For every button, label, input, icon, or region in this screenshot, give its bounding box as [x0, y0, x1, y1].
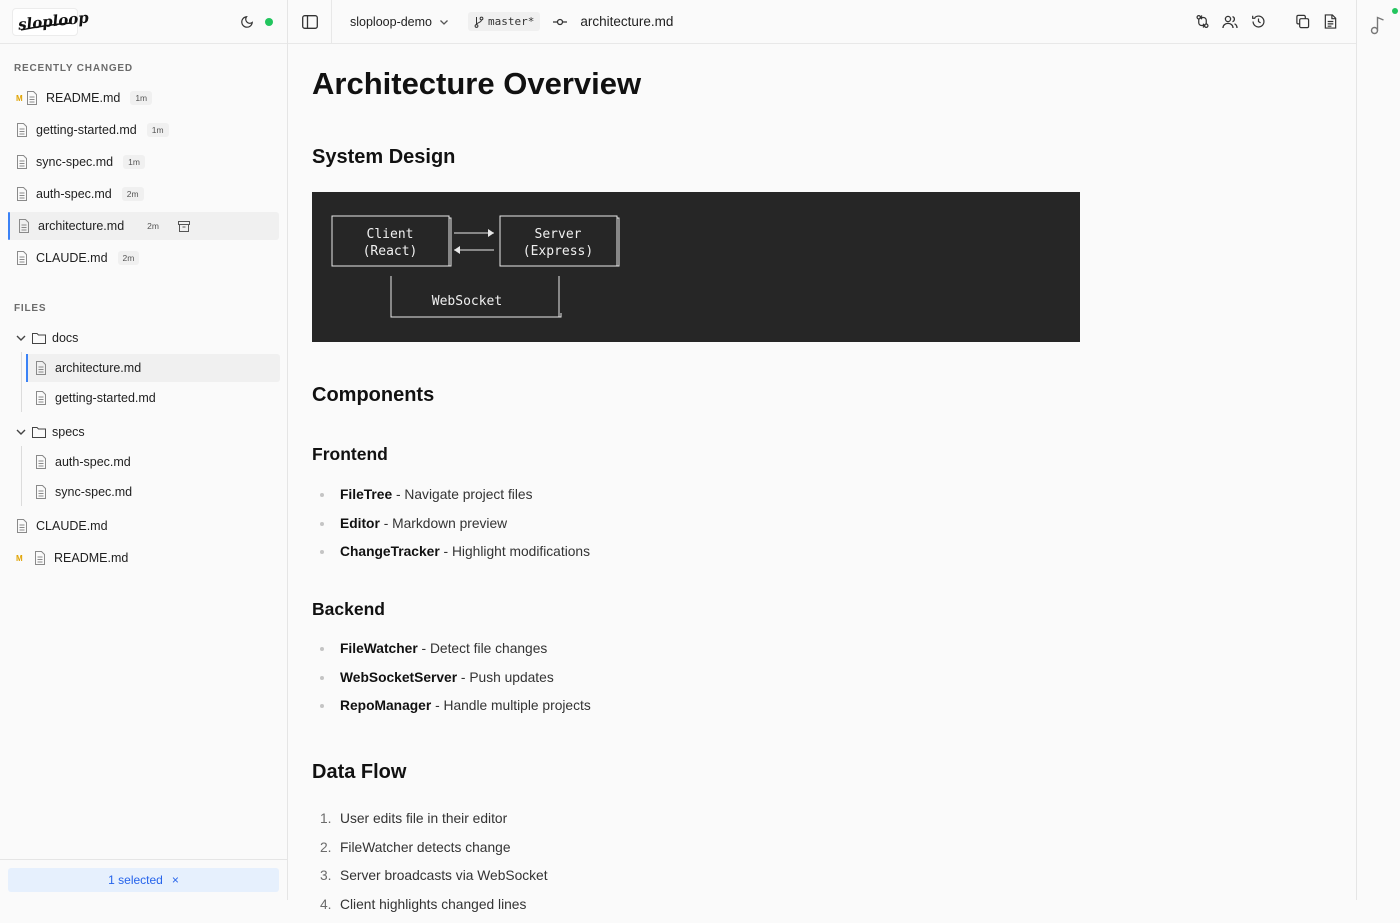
recent-item-label: CLAUDE.md [36, 251, 108, 265]
file-icon [16, 519, 28, 533]
tree-file[interactable] [35, 384, 156, 412]
heading-backend: Backend [312, 599, 385, 620]
app-logo[interactable] [12, 8, 78, 36]
recent-item-label: sync-spec.md [36, 155, 113, 169]
ascii-diagram [312, 192, 1080, 342]
age-badge: 2m [118, 251, 140, 265]
recent-item[interactable] [8, 180, 279, 208]
tree-file-label: architecture.md [55, 361, 141, 375]
list-item: 3. Server broadcasts via WebSocket [312, 866, 548, 895]
file-icon [35, 485, 47, 499]
repo-name: sloploop-demo [350, 15, 432, 29]
users-icon[interactable] [1218, 10, 1242, 34]
clear-selection-button[interactable]: × [172, 873, 179, 887]
document-title: Architecture Overview [312, 66, 641, 102]
file-icon [26, 91, 38, 105]
moon-icon[interactable] [235, 10, 259, 34]
selection-bar [8, 868, 279, 892]
modified-flag: M [16, 554, 34, 563]
file-icon [35, 391, 47, 405]
file-icon [35, 361, 47, 375]
folder-label: specs [52, 425, 85, 439]
age-badge: 1m [130, 91, 152, 105]
recent-item-label: auth-spec.md [36, 187, 112, 201]
history-icon[interactable] [1246, 10, 1270, 34]
list-item: 4. Client highlights changed lines [312, 895, 548, 923]
right-rail [1356, 0, 1400, 900]
architecture-diagram [312, 192, 1080, 342]
age-badge: 1m [147, 123, 169, 137]
document-icon[interactable] [1318, 10, 1342, 34]
sidebar [0, 0, 288, 900]
list-item: Editor - Markdown preview [312, 514, 590, 543]
music-note-icon[interactable] [1370, 15, 1386, 35]
repo-selector[interactable] [350, 15, 450, 29]
recent-item[interactable] [8, 244, 279, 272]
git-branch-icon [474, 16, 484, 28]
sidebar-header [0, 0, 287, 44]
frontend-list [312, 485, 590, 571]
recent-item-label: README.md [46, 91, 120, 105]
markdown-preview [288, 44, 1356, 900]
sidebar-toggle-button[interactable] [288, 0, 332, 44]
top-bar [288, 0, 1356, 44]
chevron-down-icon [14, 425, 28, 439]
recent-item-label: getting-started.md [36, 123, 137, 137]
heading-frontend: Frontend [312, 444, 388, 465]
tree-file[interactable] [16, 512, 108, 540]
connection-status-dot [265, 18, 273, 26]
recent-item[interactable] [8, 116, 279, 144]
tree-file-label: sync-spec.md [55, 485, 132, 499]
branch-name: master* [488, 15, 534, 28]
tree-file[interactable] [35, 354, 141, 382]
list-item: WebSocketServer - Push updates [312, 668, 591, 697]
list-item: RepoManager - Handle multiple projects [312, 696, 591, 725]
recent-item[interactable] [8, 148, 279, 176]
tree-file-label: auth-spec.md [55, 455, 131, 469]
list-item: 1. User edits file in their editor [312, 809, 548, 838]
file-icon [34, 551, 46, 565]
tree-file[interactable] [35, 478, 132, 506]
recent-item[interactable] [8, 84, 279, 112]
folder-label: docs [52, 331, 78, 345]
heading-data-flow: Data Flow [312, 761, 406, 784]
tree-file[interactable] [35, 448, 131, 476]
archive-icon[interactable] [178, 221, 190, 232]
git-compare-icon[interactable] [1190, 10, 1214, 34]
file-icon [18, 219, 30, 233]
age-badge: 2m [142, 219, 164, 233]
diagram-client-line2: (React) [363, 244, 418, 259]
diagram-client-line1: Client [367, 227, 414, 242]
file-icon [35, 455, 47, 469]
tree-guide [21, 446, 22, 506]
current-file-name: architecture.md [580, 14, 673, 29]
sidebar-toggle-icon [302, 15, 318, 29]
file-icon [16, 123, 28, 137]
folder-docs[interactable] [14, 324, 78, 352]
folder-icon [32, 426, 46, 438]
diagram-websocket: WebSocket [432, 294, 502, 309]
logo-wordmark [15, 11, 75, 33]
files-section-title: FILES [0, 303, 60, 314]
list-item: FileTree - Navigate project files [312, 485, 590, 514]
backend-list [312, 639, 591, 725]
age-badge: 2m [122, 187, 144, 201]
file-icon [16, 155, 28, 169]
tree-file-label: getting-started.md [55, 391, 156, 405]
list-item: 2. FileWatcher detects change [312, 838, 548, 867]
copy-icon[interactable] [1290, 10, 1314, 34]
diagram-server-line2: (Express) [523, 244, 593, 259]
file-icon [16, 251, 28, 265]
git-commit-icon [552, 17, 568, 27]
recent-item-label: architecture.md [38, 219, 124, 233]
list-item: FileWatcher - Detect file changes [312, 639, 591, 668]
data-flow-list [312, 809, 548, 923]
modified-flag: M [16, 94, 26, 103]
diagram-server-line1: Server [535, 227, 582, 242]
chevron-down-icon [14, 331, 28, 345]
selection-count: 1 selected [108, 873, 163, 887]
heading-system-design: System Design [312, 146, 455, 169]
tree-file-label: README.md [54, 551, 128, 565]
list-item: ChangeTracker - Highlight modifications [312, 542, 590, 571]
branch-selector[interactable] [468, 12, 540, 31]
age-badge: 1m [123, 155, 145, 169]
heading-components: Components [312, 384, 434, 407]
recent-item-active[interactable] [8, 212, 279, 240]
sidebar-footer [0, 859, 287, 900]
folder-specs[interactable] [14, 418, 85, 446]
file-icon [16, 187, 28, 201]
folder-icon [32, 332, 46, 344]
svg-text:sloploop: sloploop [17, 8, 90, 33]
toolbar-actions [1190, 10, 1342, 34]
tree-file[interactable] [16, 544, 128, 572]
recent-section-title: RECENTLY CHANGED [0, 63, 147, 74]
tree-guide [21, 352, 22, 412]
chevron-down-icon [438, 16, 450, 28]
tree-file-label: CLAUDE.md [36, 519, 108, 533]
rail-status-dot [1392, 8, 1398, 14]
